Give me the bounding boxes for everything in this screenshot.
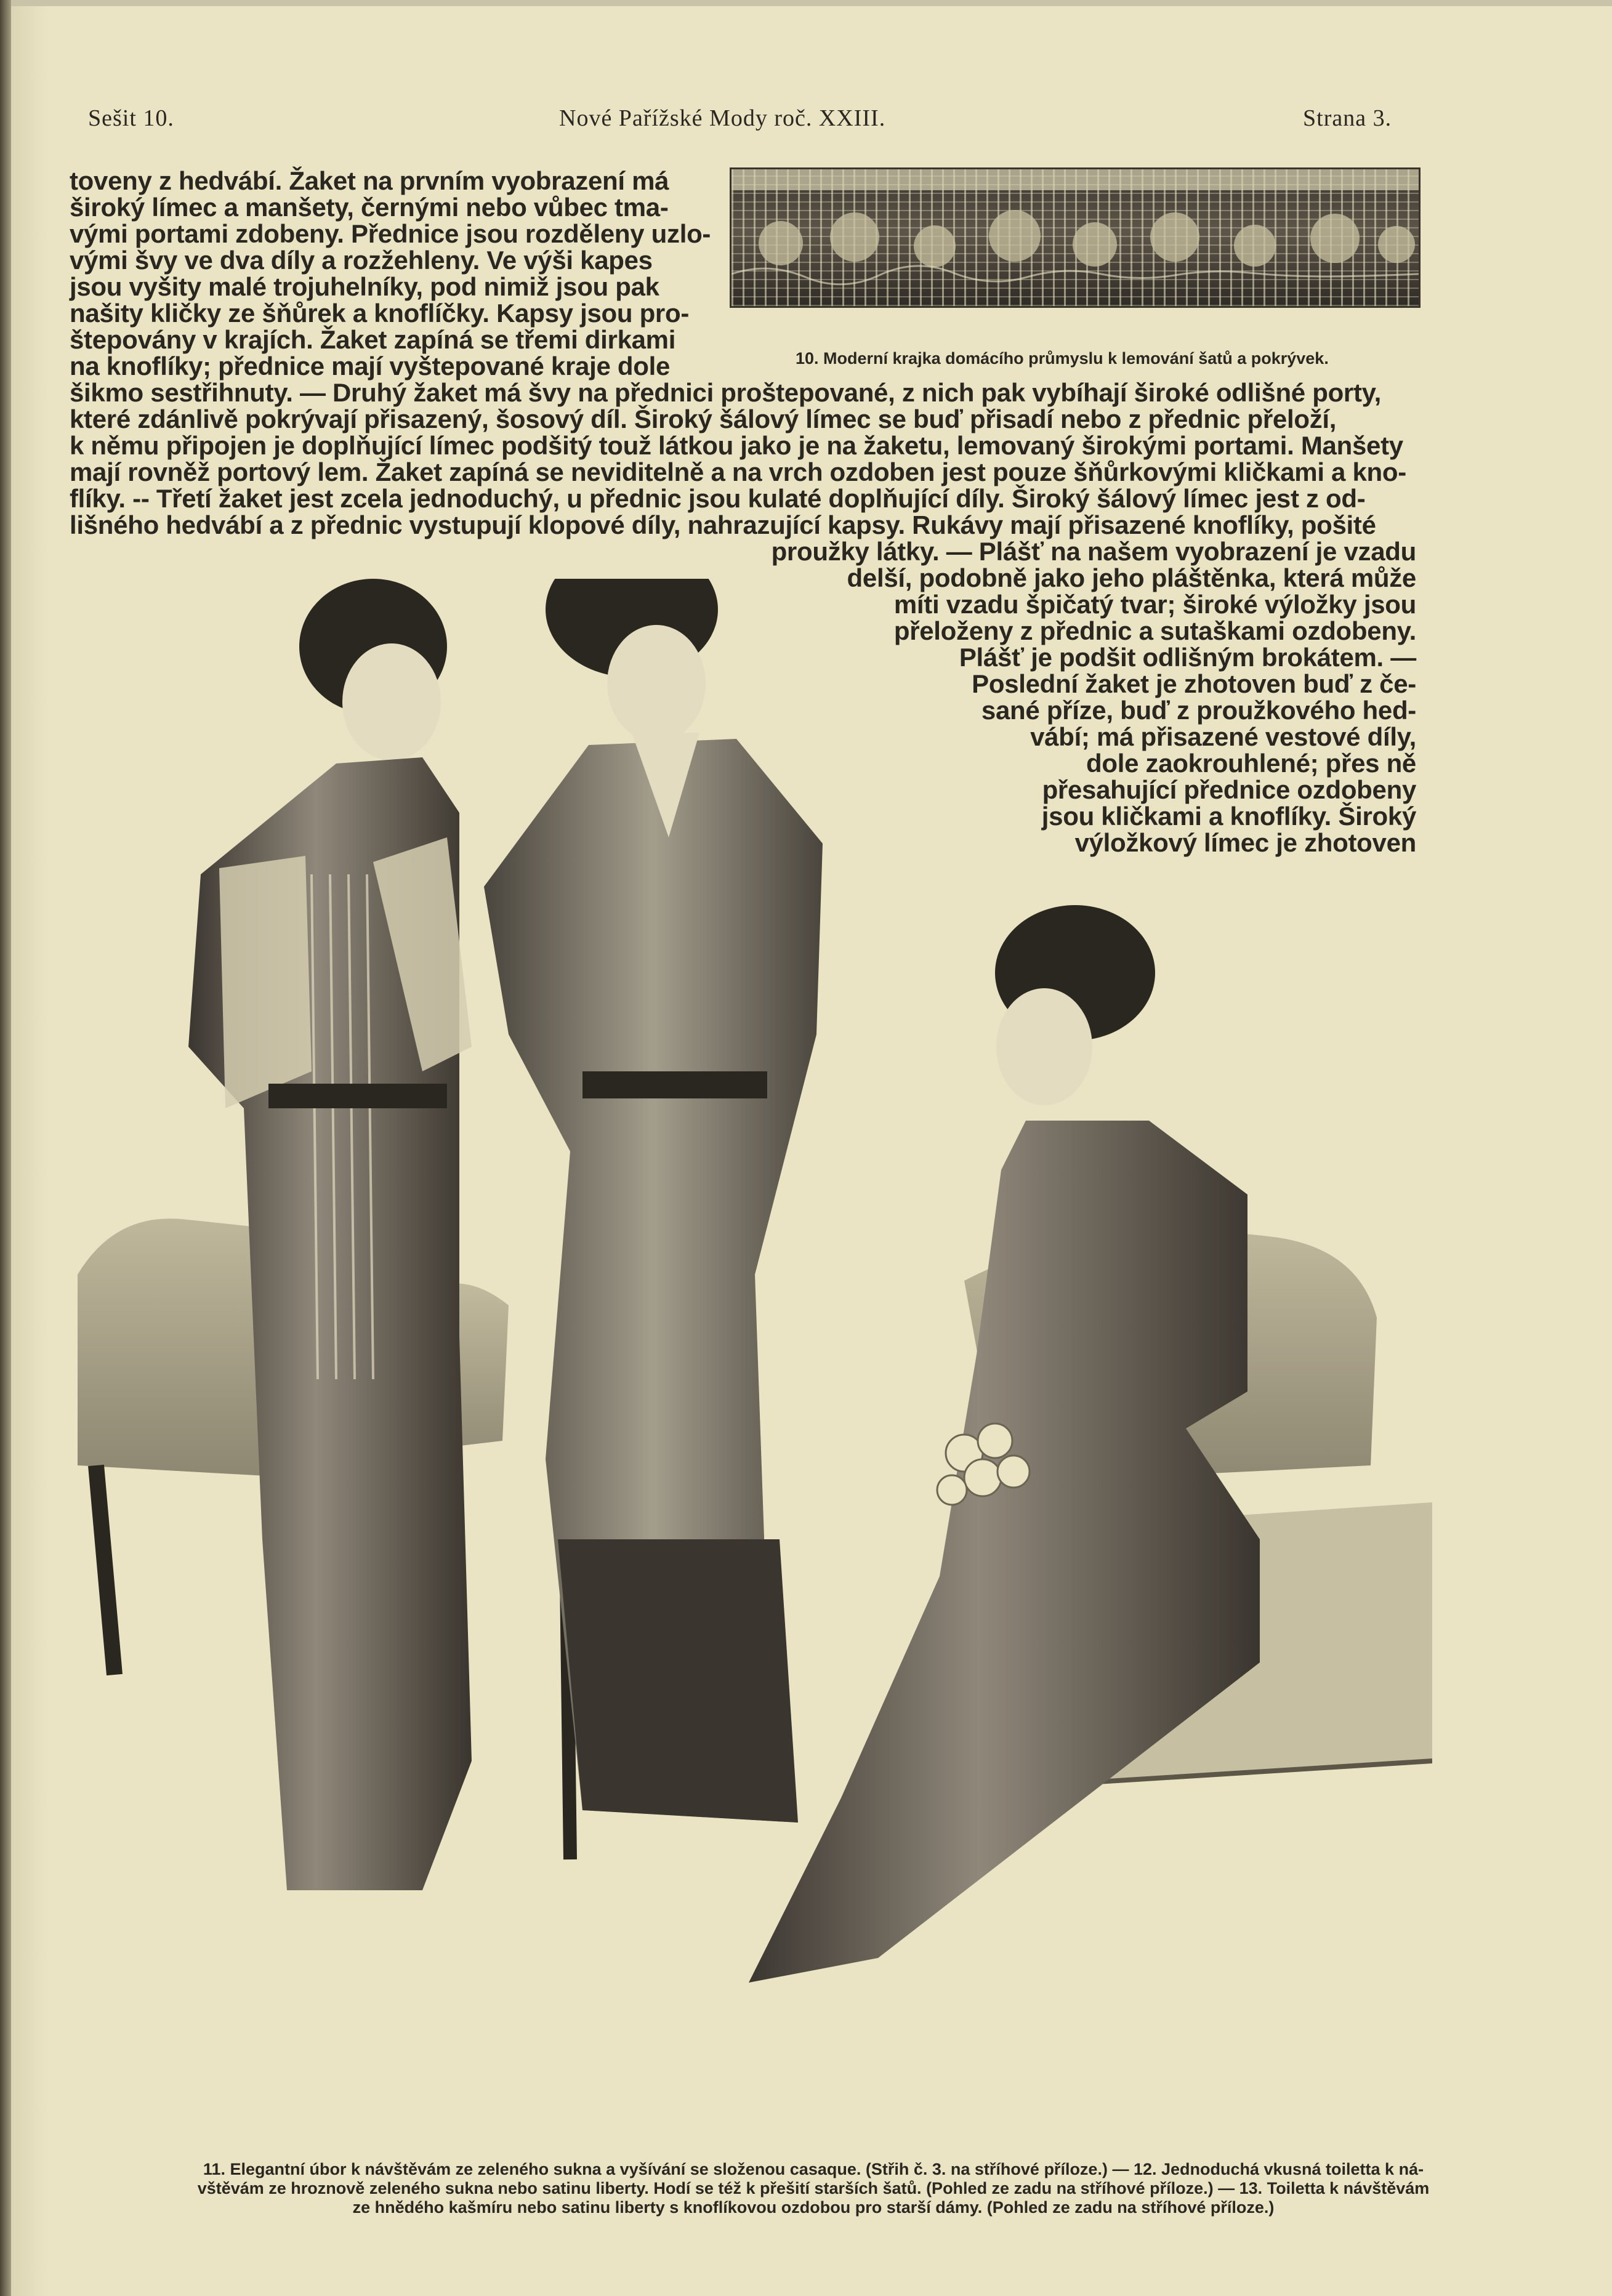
caption-line: 11. Elegantní úbor k návštěvám ze zeleného sukna a vyšívání se složenou casaque. (Střih č. 3. na stříhové příloze.) — 12. Jednoduchá vkusná toiletta k ná- [203,2160,1424,2178]
text-line: Plášť je podšit odlišným brokátem. — [959,643,1416,672]
figure-right [749,905,1260,1983]
text-line: proužky látky. — Plášť na našem vyobrazení je vzadu [771,537,1416,566]
text-line: flíky. -- Třetí žaket jest zcela jednoduchý, u přednic jsou kulaté doplňující díly. Široký šálový límec jest z od- [70,484,1366,513]
text-line: vými švy ve dva díly a rozžehleny. Ve výši kapes [70,246,653,275]
page-number: Strana 3. [1303,105,1392,131]
issue-number: Sešit 10. [88,105,174,131]
lace-illustration [730,167,1421,308]
text-line: vými portami zdobeny. Přednice jsou rozděleny uzlo- [70,219,711,248]
text-line: jsou vyšity malé trojuhelníky, pod nimiž jsou pak [70,272,659,301]
text-line: našity kličky ze šňůrek a knoflíčky. Kapsy jsou pro- [70,299,690,328]
text-line: štepovány v krajích. Žaket zapíná se třemi dirkami [70,325,676,354]
fashion-illustration [78,579,1432,2106]
text-line: lišného hedvábí a z přednic vystupují klopové díly, nahrazující kapsy. Rukávy mají přisazené knoflíky, pošité [70,510,1376,539]
caption-line: ze hnědého kašmíru nebo satinu liberty s knoflíkovou ozdobou pro starší dámy. (Pohled ze zadu na stříhové příloze.) [352,2198,1275,2217]
text-line: přesahující přednice ozdobeny [1042,775,1416,804]
text-line: Poslední žaket je zhotoven buď z če- [972,669,1416,698]
text-line: výložkový límec je zhotoven [1074,828,1416,857]
article-text-full [70,379,1406,538]
text-line: vábí; má přisazené vestové díly, [1030,722,1416,751]
publication-title: Nové Pařížské Mody roč. XXIII. [559,105,886,131]
figure-center [484,579,823,1823]
lace-pattern [731,169,1419,306]
text-line: míti vzadu špičatý tvar; široké výložky jsou [893,590,1416,619]
text-line: mají rovněž portový lem. Žaket zapíná se neviditelně a na vrch ozdoben jest pouze šňůrkovými kličkami a kno- [70,457,1406,486]
lace-caption: 10. Moderní krajka domácího průmyslu k lemování šatů a pokrývek. [796,349,1329,368]
article-text-top [70,167,711,379]
text-line: sané příze, buď z proužkového hed- [981,696,1416,725]
text-line: které zdánlivě pokrývají přisazený, šosový díl. Široký šálový límec se buď přisadí nebo z přednic přeloží, [70,405,1337,433]
book-spine [0,0,11,2296]
magazine-page [11,6,1612,2296]
text-line: dole zaokrouhlené; přes ně [1086,749,1416,778]
text-line: přeloženy z přednic a sutaškami ozdobeny. [893,616,1416,645]
text-line: na knoflíky; přednice mají vyštepované kraje dole [70,352,671,381]
text-line: šikmo sestřihnuty. — Druhý žaket má švy na přednici proštepované, z nich pak vybíhají široké odlišné porty, [70,378,1381,407]
text-line: delší, podobně jako jeho pláštěnka, která může [847,563,1416,592]
text-line: široký límec a manšety, černými nebo vůbec tma- [70,193,669,222]
text-line: jsou kličkami a knoflíky. Široký [1041,802,1416,831]
text-line: k němu připojen je doplňující límec podšitý touž látkou jako je na žaketu, lemovaný širokými portami. Manšety [70,431,1403,460]
figure-caption [65,2160,1562,2217]
text-line: toveny z hedvábí. Žaket na prvním vyobrazení má [70,166,669,195]
caption-line: vštěvám ze hroznově zeleného sukna nebo satinu liberty. Hodí se též k přešití starších šatů. (Pohled ze zadu na stříhové příloze.) — 13. Toiletta k návštěvám [197,2179,1430,2197]
